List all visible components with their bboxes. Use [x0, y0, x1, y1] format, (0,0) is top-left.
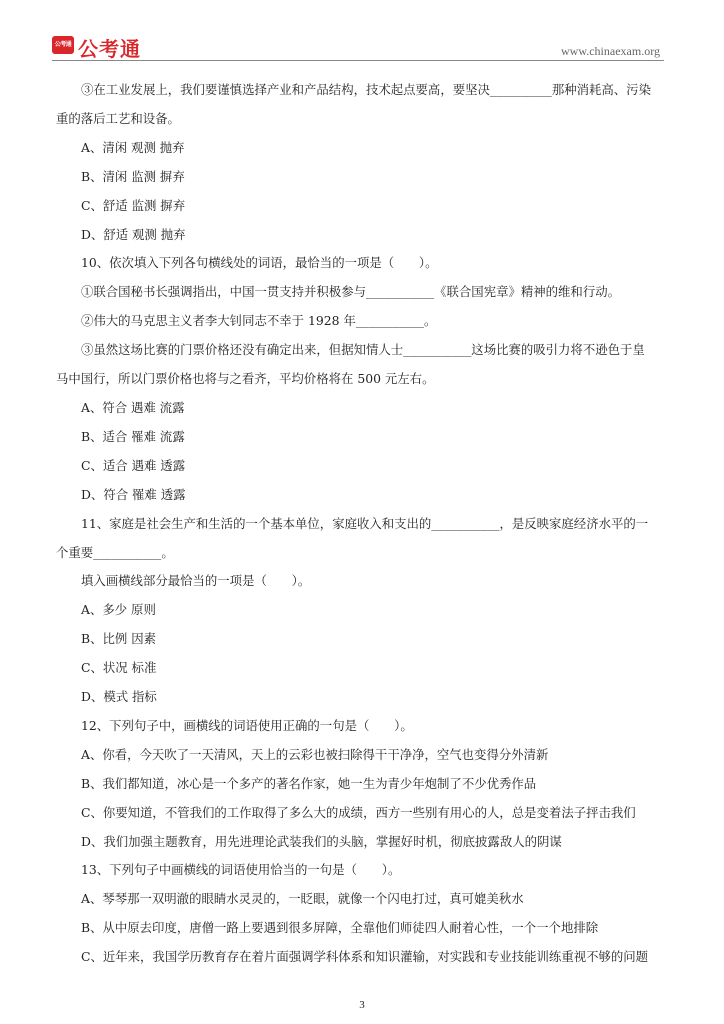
answer-option: A、你看，今天吹了一天清风，天上的云彩也被扫除得干干净净，空气也变得分外清新 — [81, 746, 549, 762]
answer-option: A、符合 遇难 流露 — [81, 399, 185, 415]
page-header — [52, 34, 664, 60]
logo-badge: 公考通 — [52, 36, 74, 54]
question-line: 马中国行，所以门票价格也将与之看齐，平均价格将在 500 元左右。 — [56, 371, 435, 387]
question-stem: 13、下列句子中画横线的词语使用恰当的一句是（ ）。 — [81, 862, 401, 878]
question-line: ③在工业发展上，我们要谨慎选择产业和产品结构，技术起点要高，要坚决__________那种消耗高、污染 — [81, 82, 651, 97]
answer-option: B、我们都知道，冰心是一个多产的著名作家，她一生为青少年炮制了不少优秀作品 — [81, 775, 537, 791]
question-line: 个重要___________。 — [56, 544, 174, 560]
answer-option: C、近年来，我国学历教育存在着片面强调学科体系和知识灌输，对实践和专业技能训练重视不够的问题 — [81, 949, 649, 965]
answer-option: B、清闲 监测 摒弃 — [81, 168, 185, 184]
question-stem: 12、下列句子中，画横线的词语使用正确的一句是（ ）。 — [81, 717, 413, 733]
answer-option: A、多少 原则 — [81, 602, 156, 618]
page-number: 3 — [359, 999, 365, 1011]
question-line: 重的落后工艺和设备。 — [56, 110, 180, 126]
answer-option: D、我们加强主题教育，用先进理论武装我们的头脑，掌握好时机，彻底披露敌人的阴谋 — [81, 833, 562, 849]
answer-option: A、清闲 观测 抛弃 — [81, 139, 185, 155]
header-divider — [52, 60, 664, 61]
question-line: ③虽然这场比赛的门票价格还没有确定出来，但据知情人士___________这场比赛的吸引力将不逊色于皇 — [81, 342, 645, 358]
question-line: ②伟大的马克思主义者李大钊同志不幸于 1928 年___________。 — [81, 313, 437, 329]
logo-text: 公考通 — [78, 37, 141, 61]
answer-option: B、适合 罹难 流露 — [81, 428, 185, 444]
answer-option: D、符合 罹难 透露 — [81, 486, 186, 502]
answer-option: C、状况 标准 — [81, 660, 157, 676]
question-stem: 10、依次填入下列各句横线处的词语，最恰当的一项是（ ）。 — [81, 255, 438, 271]
answer-option: B、比例 因素 — [81, 631, 156, 647]
question-line: ①联合国秘书长强调指出，中国一贯支持并积极参与___________《联合国宪章》精神的维和行动。 — [81, 284, 620, 300]
answer-option: C、你要知道，不管我们的工作取得了多么大的成绩，西方一些别有用心的人，总是变着法子抨击我们 — [81, 804, 636, 820]
site-url[interactable]: www.chinaexam.org — [561, 44, 660, 58]
question-line: 填入画横线部分最恰当的一项是（ ）。 — [81, 573, 311, 589]
document-body — [56, 76, 670, 972]
answer-option: C、舒适 监测 摒弃 — [81, 197, 186, 213]
answer-option: D、模式 指标 — [81, 689, 157, 705]
answer-option: B、从中原去印度，唐僧一路上要遇到很多屏障，全靠他们师徒四人耐着心性，一个一个地排除 — [81, 920, 599, 936]
answer-option: A、琴琴那一双明澈的眼睛水灵灵的，一眨眼，就像一个闪电打过，真可媲美秋水 — [81, 891, 524, 907]
question-stem: 11、家庭是社会生产和生活的一个基本单位，家庭收入和支出的___________，是反映家庭经济水平的一 — [81, 515, 649, 531]
answer-option: D、舒适 观测 抛弃 — [81, 226, 186, 242]
answer-option: C、适合 遇难 透露 — [81, 457, 186, 473]
